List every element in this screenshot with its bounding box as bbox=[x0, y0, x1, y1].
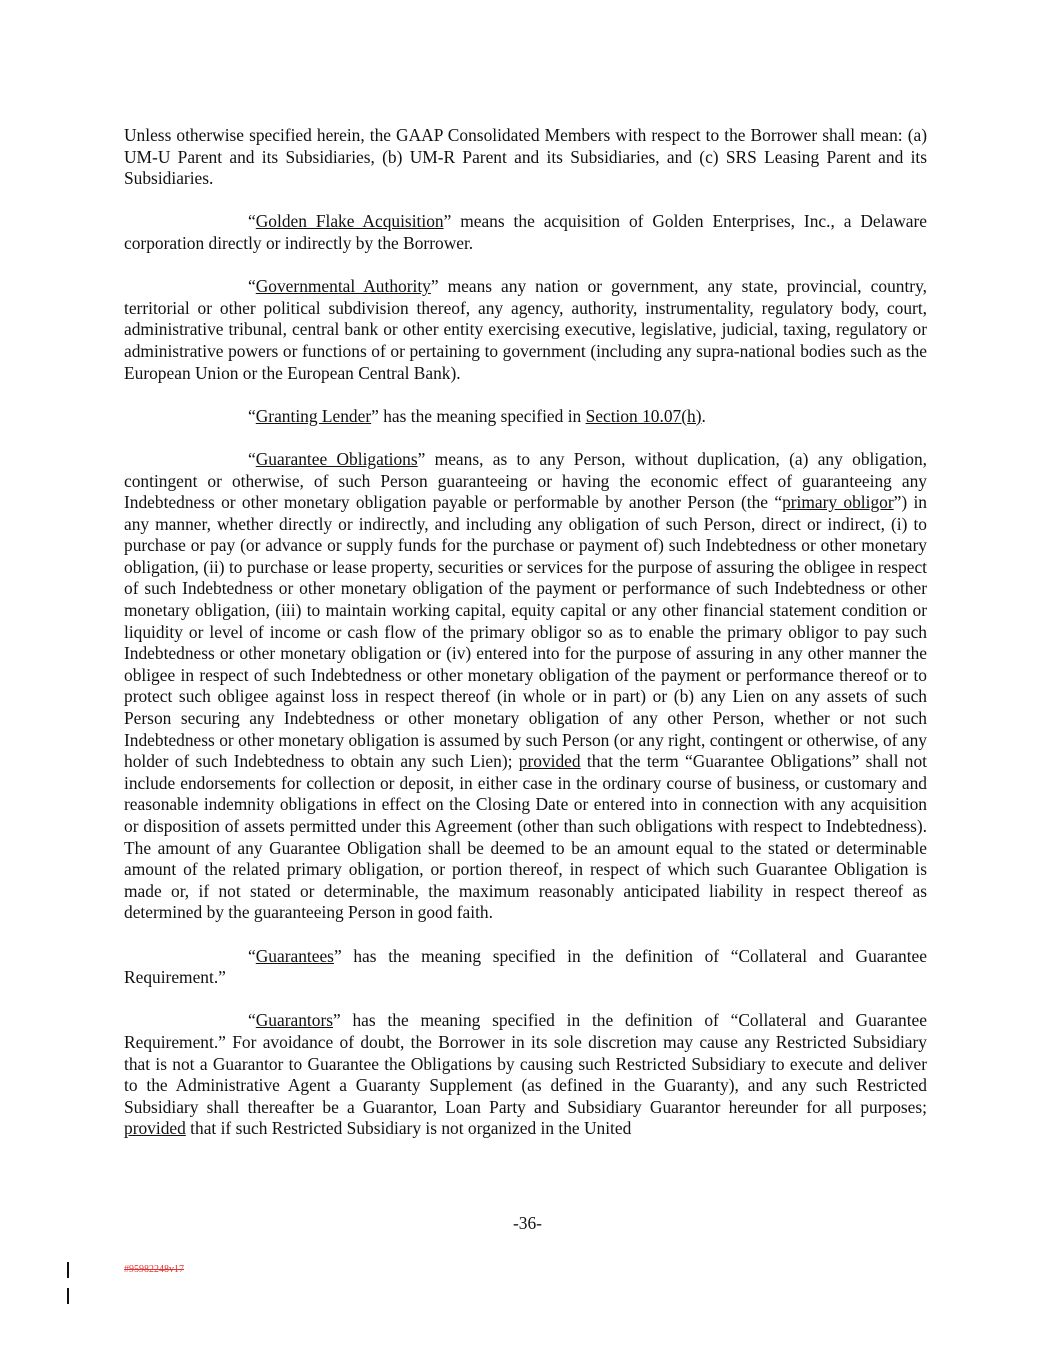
section-reference: Section 10.07(h) bbox=[585, 405, 702, 426]
change-bar bbox=[67, 1288, 69, 1304]
definition-guarantees: “Guarantees” has the meaning specified in the definition of “Collateral and Guarantee Requirement.” bbox=[124, 945, 927, 988]
defined-term: Guarantees bbox=[255, 945, 334, 966]
defined-term: Granting Lender bbox=[255, 405, 372, 426]
definition-guarantors: “Guarantors” has the meaning specified in the definition of “Collateral and Guarantee Requirement.” For avoidance of doubt, the Borrower in its sole discretion may cause any Restricted Subsidiary that is not a Guarantor to Guarantee the Obligations by causing such Restricted Subsidiary to execute and deliver to the Administrative Agent a Guaranty Supplement (as defined in the Guaranty), and any such Restricted Subsidiary shall thereafter be a Guarantor, Loan Party and Subsidiary Guarantor hereunder for all purposes; provided that if such Restricted Subsidiary is not organized in the United bbox=[124, 1010, 927, 1139]
paragraph-gaap-consolidated-members: Unless otherwise specified herein, the GAAP Consolidated Members with respect to the Borrower shall mean: (a) UM-U Parent and its Subsidiaries, (b) UM-R Parent and its Subsidiaries, and (c) SRS Leasing Parent and its Subsidiaries. bbox=[124, 125, 927, 189]
definition-guarantee-obligations: “Guarantee Obligations” means, as to any Person, without duplication, (a) any obligation, contingent or otherwise, of such Person guaranteeing or having the economic effect of guaranteeing any Indebtedness or other monetary obligation payable or performable by another Person (the “primary obligor”) in any manner, whether directly or indirectly, and including any obligation of such Person, direct or indirect, (i) to purchase or pay (or advance or supply funds for the purchase or payment of) such Indebtedness or other monetary obligation, (ii) to purchase or lease property, securities or services for the purpose of assuring the obligee in respect of such Indebtedness or other monetary obligation of the payment or performance of such Indebtedness or other monetary obligation, (iii) to maintain working capital, equity capital or any other financial statement condition or liquidity or level of income or cash flow of the primary obligor so as to enable the primary obligor to pay such Indebtedness or other monetary obligation or (iv) entered into for the purpose of assuring in any other manner the obligee in respect of such Indebtedness or other monetary obligation of the payment or performance thereof or to protect such obligee against loss in respect thereof (in whole or in part) or (b) any Lien on any assets of such Person securing any Indebtedness or other monetary obligation of any other Person, whether or not such Indebtedness or other monetary obligation is assumed by such Person (or any right, contingent or otherwise, of any holder of such Indebtedness to obtain any such Lien); provided that the term “Guarantee Obligations” shall not include endorsements for collection or deposit, in either case in the ordinary course of business, or customary and reasonable indemnity obligations in effect on the Closing Date or entered into in connection with any acquisition or disposition of assets permitted under this Agreement (other than such obligations with respect to Indebtedness). The amount of any Guarantee Obligation shall be deemed to be an amount equal to the stated or determinable amount of the related primary obligation, or portion thereof, in respect of which such Guarantee Obligation is made or, if not stated or determinable, the maximum reasonably anticipated liability in respect thereof as determined by the guaranteeing Person in good faith. bbox=[124, 448, 927, 923]
definition-granting-lender: “Granting Lender” has the meaning specified in Section 10.07(h). bbox=[248, 405, 706, 426]
provided-keyword: provided bbox=[124, 1118, 186, 1139]
document-body bbox=[124, 125, 927, 1162]
defined-term-inline: primary obligor bbox=[782, 492, 894, 513]
defined-term: Guarantors bbox=[255, 1010, 333, 1031]
defined-term: Golden Flake Acquisition bbox=[255, 211, 444, 232]
provided-keyword: provided bbox=[518, 751, 581, 772]
defined-term: Guarantee Obligations bbox=[255, 448, 418, 469]
document-id: #95982248v17 bbox=[124, 1264, 184, 1275]
defined-term: Governmental Authority bbox=[255, 276, 431, 297]
change-bar bbox=[67, 1262, 69, 1278]
definition-governmental-authority: “Governmental Authority” means any nation or government, any state, provincial, country, territorial or other political subdivision thereof, any agency, authority, instrumentality, regulatory body, court, administrative tribunal, central bank or other entity exercising executive, legislative, judicial, taxing, regulatory or administrative powers or functions of or pertaining to government (including any supra-national bodies such as the European Union or the European Central Bank). bbox=[124, 276, 927, 383]
definition-golden-flake-acquisition: “Golden Flake Acquisition” means the acquisition of Golden Enterprises, Inc., a Delaware corporation directly or indirectly by the Borrower. bbox=[124, 211, 927, 253]
page-number: -36- bbox=[513, 1213, 542, 1233]
